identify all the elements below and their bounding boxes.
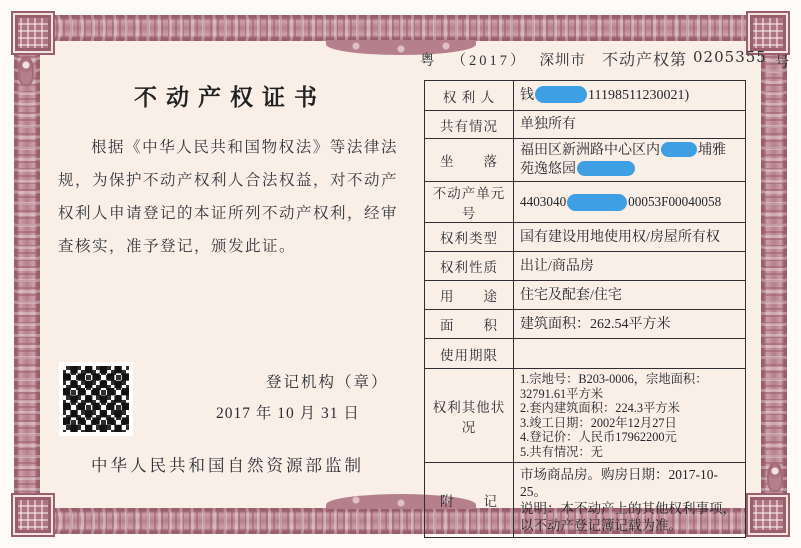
corner-ornament-top-left xyxy=(13,13,53,53)
serial-doc-label: 不动产权第 xyxy=(602,52,688,69)
border-band-top xyxy=(14,15,787,41)
legal-preamble: 根据《中华人民共和国物权法》等法律法规，为保护不动产权利人合法权益，对不动产权利人申请登记的本证所列不动产权利，经审查核实，准予登记，颁发此证。 xyxy=(58,139,399,255)
serial-number: 0205355 xyxy=(693,48,767,66)
other-status-line: 1.宗地号：B203-0006，宗地面积：32791.61平方米 xyxy=(520,372,708,401)
redaction-blob xyxy=(577,161,635,176)
field-value-remarks xyxy=(514,463,746,538)
scroll-ornament-top-left xyxy=(18,56,34,86)
border-band-right xyxy=(761,14,787,534)
remarks-line: 说明：本不动产上的其他权利事项，以不动产登记簿记载为准。 xyxy=(520,501,736,533)
redaction-blob xyxy=(535,86,587,103)
redaction-blob xyxy=(567,194,627,211)
field-value-use-term xyxy=(514,339,746,369)
row-location xyxy=(425,139,746,182)
value-text: 00053F00040058 xyxy=(628,194,722,210)
serial-province: 粤 xyxy=(420,53,436,69)
certificate-title: 不动产权证书 xyxy=(134,85,326,110)
field-label-other-status: 权利其他状况 xyxy=(425,369,514,463)
corner-ornament-bottom-left xyxy=(13,495,53,535)
other-status-line: 2.套内建筑面积：224.3平方米 xyxy=(520,401,680,415)
value-text: 埔雅苑逸悠园 xyxy=(520,143,726,177)
row-use-term xyxy=(425,339,746,369)
serial-suffix: 号 xyxy=(774,55,791,71)
field-value-owner xyxy=(514,81,746,111)
field-label-owner: 权 利 人 xyxy=(425,81,514,111)
field-label-right-nature: 权利性质 xyxy=(425,252,514,281)
row-area xyxy=(425,310,746,339)
field-label-area: 面 积 xyxy=(425,310,514,339)
field-label-usage: 用 途 xyxy=(425,281,514,310)
field-value-area: 建筑面积：262.54平方米 xyxy=(514,310,746,339)
field-value-unit-number xyxy=(514,182,746,223)
serial-city: 深圳市 xyxy=(539,53,586,69)
field-value-usage: 住宅及配套/住宅 xyxy=(514,281,746,310)
value-text: 钱 xyxy=(520,88,534,103)
barcode-stamp xyxy=(63,366,129,432)
field-label-location: 坐 落 xyxy=(425,139,514,182)
issuer-line: 中华人民共和国自然资源部监制 xyxy=(91,456,364,475)
field-label-remarks: 附 记 xyxy=(425,463,514,538)
border-band-left xyxy=(14,14,40,534)
other-status-line: 3.竣工日期：2002年12月27日 xyxy=(520,415,677,430)
redaction-blob xyxy=(661,142,697,157)
other-status-line: 5.共有情况：无 xyxy=(520,444,604,459)
row-other-status xyxy=(425,369,746,463)
row-unit-number xyxy=(425,182,746,223)
remarks-line: 市场商品房。购房日期：2017-10-25。 xyxy=(520,467,718,499)
field-label-use-term: 使用期限 xyxy=(425,339,514,369)
registry-authority-label: 登记机构（章） xyxy=(266,374,389,391)
field-value-co-ownership: 单独所有 xyxy=(514,111,746,139)
row-right-type xyxy=(425,223,746,252)
value-text: 福田区新洲路中心区内 xyxy=(520,143,660,158)
field-value-other-status xyxy=(514,369,746,463)
row-owner xyxy=(425,81,746,111)
row-usage xyxy=(425,281,746,310)
corner-ornament-bottom-right xyxy=(748,495,788,535)
value-text: 4403040 xyxy=(520,194,567,210)
field-label-unit-number: 不动产单元号 xyxy=(425,182,514,223)
field-value-right-nature: 出让/商品房 xyxy=(514,252,746,281)
row-right-nature xyxy=(425,252,746,281)
serial-year: （2017） xyxy=(451,53,528,69)
field-label-right-type: 权利类型 xyxy=(425,223,514,252)
property-fields-table xyxy=(424,80,746,538)
row-remarks xyxy=(425,463,746,538)
other-status-line: 4.登记价：人民币17962200元 xyxy=(520,430,677,444)
field-label-co-ownership: 共有情况 xyxy=(425,111,514,139)
issue-date: 2017 年 10 月 31 日 xyxy=(216,405,360,422)
field-value-right-type: 国有建设用地使用权/房屋所有权 xyxy=(514,223,746,252)
scroll-ornament-bottom-right xyxy=(767,462,783,492)
serial-header xyxy=(420,47,791,71)
field-value-location xyxy=(514,139,746,182)
row-co-ownership xyxy=(425,111,746,139)
value-text: 11198511230021) xyxy=(588,88,690,103)
